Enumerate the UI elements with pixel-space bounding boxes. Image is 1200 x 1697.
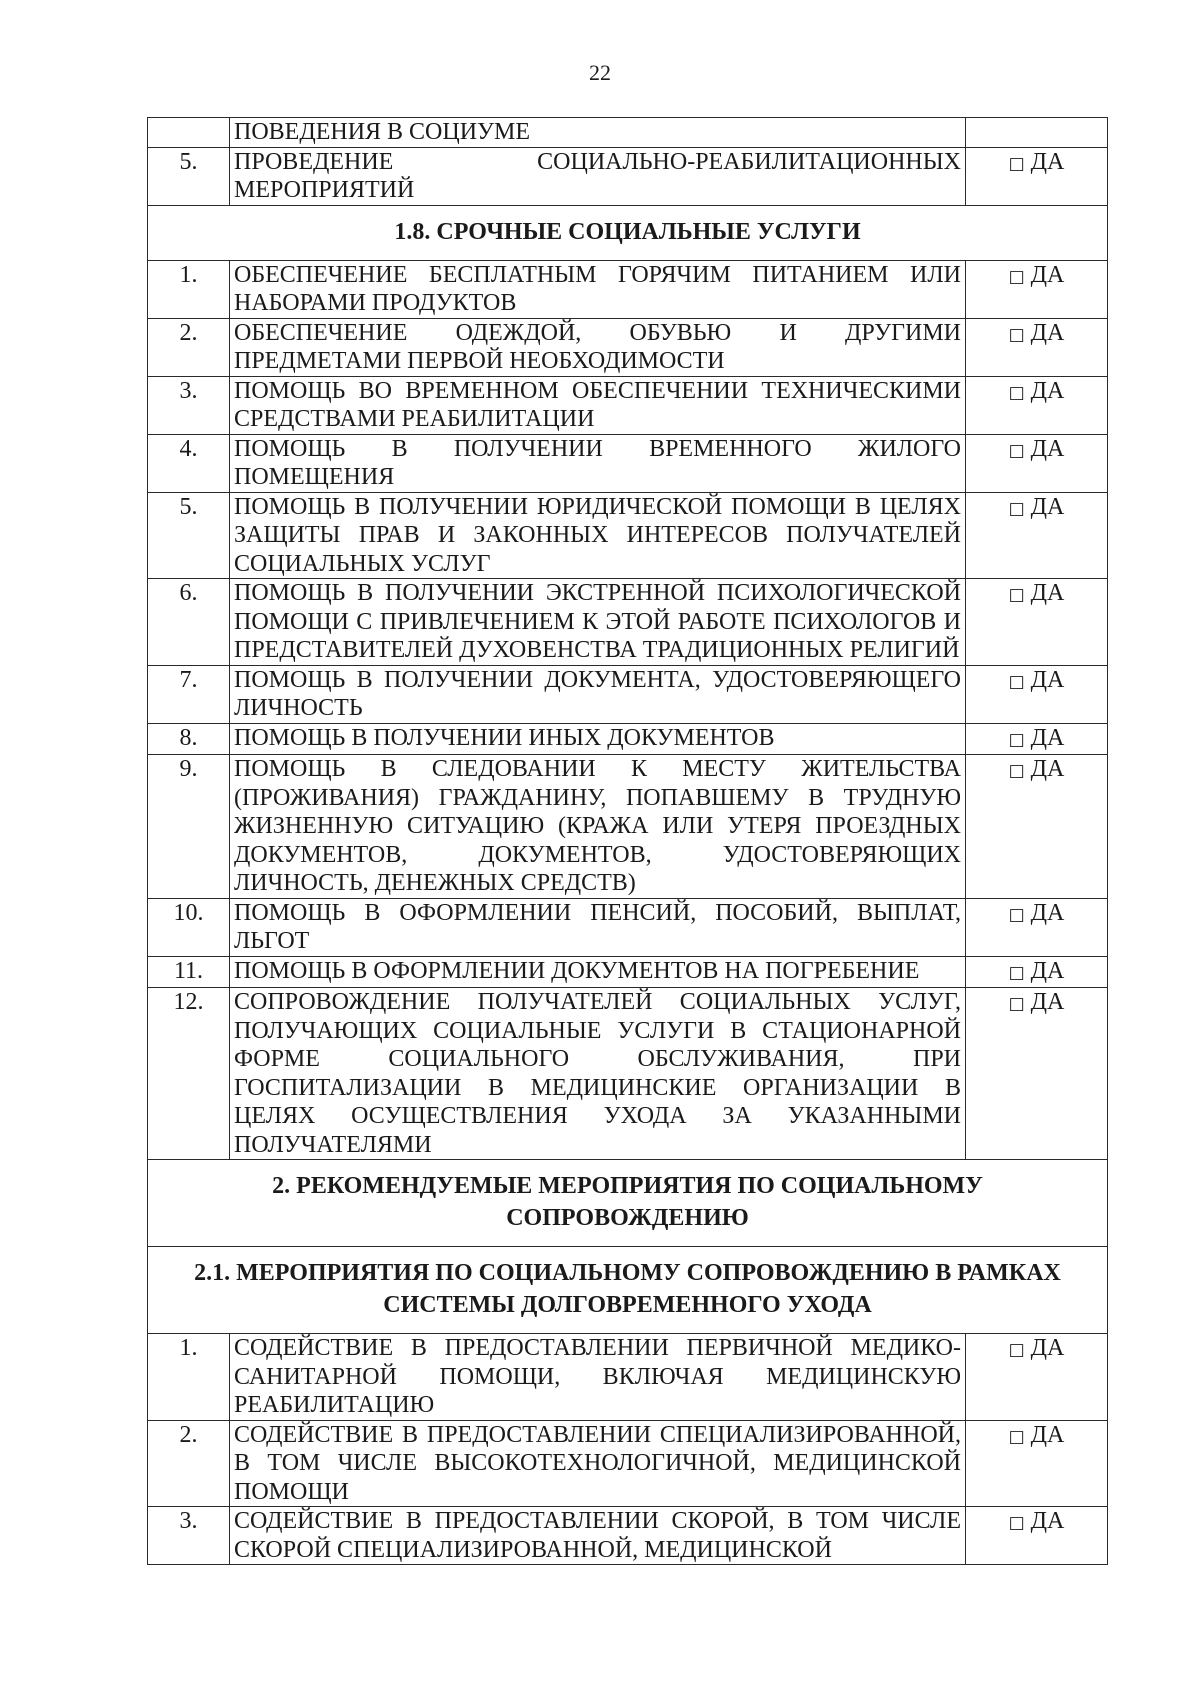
checkbox-icon[interactable]: □ xyxy=(1008,498,1025,519)
table-row xyxy=(148,118,1108,148)
item-description: СОДЕЙСТВИЕ В ПРЕДОСТАВЛЕНИИ СПЕЦИАЛИЗИРОВАННОЙ, В ТОМ ЧИСЛЕ ВЫСОКОТЕХНОЛОГИЧНОЙ, МЕДИЦИНСКОЙ ПОМОЩИ xyxy=(230,1420,966,1507)
item-number xyxy=(148,118,230,148)
services-table-body xyxy=(148,118,1108,1565)
item-checkbox-cell xyxy=(966,1507,1108,1565)
checkbox-label: ДА xyxy=(1030,899,1065,926)
item-number: 6. xyxy=(148,579,230,666)
item-checkbox-cell xyxy=(966,1420,1108,1507)
checkbox-label: ДА xyxy=(1030,724,1065,751)
services-table xyxy=(147,117,1108,1565)
checkbox-label: ДА xyxy=(1030,666,1065,693)
checkbox-label: ДА xyxy=(1030,319,1065,346)
checkbox-icon[interactable]: □ xyxy=(1008,585,1025,605)
item-description: ОБЕСПЕЧЕНИЕ БЕСПЛАТНЫМ ГОРЯЧИМ ПИТАНИЕМ ИЛИ НАБОРАМИ ПРОДУКТОВ xyxy=(230,260,966,318)
table-row xyxy=(148,755,1108,899)
item-number: 1. xyxy=(148,1334,230,1421)
section-heading: 2. РЕКОМЕНДУЕМЫЕ МЕРОПРИЯТИЯ ПО СОЦИАЛЬНОМУ СОПРОВОЖДЕНИЮ xyxy=(148,1160,1108,1247)
checkbox-label: ДА xyxy=(1030,756,1065,782)
item-checkbox-cell xyxy=(966,723,1108,755)
table-row xyxy=(148,147,1108,205)
item-number: 5. xyxy=(148,492,230,579)
item-number: 3. xyxy=(148,1507,230,1565)
table-row xyxy=(148,665,1108,723)
table-row xyxy=(148,1420,1108,1507)
table-row xyxy=(148,988,1108,1160)
item-description: ОБЕСПЕЧЕНИЕ ОДЕЖДОЙ, ОБУВЬЮ И ДРУГИМИ ПРЕДМЕТАМИ ПЕРВОЙ НЕОБХОДИМОСТИ xyxy=(230,318,966,376)
checkbox-label: ДА xyxy=(1030,261,1065,288)
item-number: 5. xyxy=(148,147,230,205)
item-checkbox-cell xyxy=(966,118,1108,148)
table-row xyxy=(148,956,1108,988)
item-description: ПОМОЩЬ В СЛЕДОВАНИИ К МЕСТУ ЖИТЕЛЬСТВА (ПРОЖИВАНИЯ) ГРАЖДАНИНУ, ПОПАВШЕМУ В ТРУДНУЮ ЖИЗНЕННУЮ СИТУАЦИЮ (КРАЖА ИЛИ УТЕРЯ ПРОЕЗДНЫХ ДОКУМЕНТОВ, ДОКУМЕНТОВ, УДОСТОВЕРЯЮЩИХ ЛИЧНОСТЬ, ДЕНЕЖНЫХ СРЕДСТВ) xyxy=(230,755,966,899)
item-number: 12. xyxy=(148,988,230,1160)
checkbox-label: ДА xyxy=(1030,377,1065,404)
checkbox-icon[interactable]: □ xyxy=(1008,904,1025,925)
item-description: ПОМОЩЬ В ПОЛУЧЕНИИ ЭКСТРЕННОЙ ПСИХОЛОГИЧЕСКОЙ ПОМОЩИ С ПРИВЛЕЧЕНИЕМ К ЭТОЙ РАБОТЕ ПСИХОЛОГОВ И ПРЕДСТАВИТЕЛЕЙ ДУХОВЕНСТВА ТРАДИЦИОННЫХ РЕЛИГИЙ xyxy=(230,579,966,666)
checkbox-label: ДА xyxy=(1030,493,1065,520)
item-checkbox-cell xyxy=(966,147,1108,205)
item-number: 9. xyxy=(148,755,230,899)
item-number: 8. xyxy=(148,723,230,755)
item-checkbox-cell xyxy=(966,1334,1108,1421)
item-description: ПОМОЩЬ ВО ВРЕМЕННОМ ОБЕСПЕЧЕНИИ ТЕХНИЧЕСКИМИ СРЕДСТВАМИ РЕАБИЛИТАЦИИ xyxy=(230,376,966,434)
table-row xyxy=(148,1334,1108,1421)
checkbox-icon[interactable]: □ xyxy=(1008,440,1025,461)
table-row xyxy=(148,579,1108,666)
checkbox-icon[interactable]: □ xyxy=(1008,324,1025,345)
section-heading-row xyxy=(148,1247,1108,1334)
item-checkbox-cell xyxy=(966,579,1108,666)
checkbox-icon[interactable]: □ xyxy=(1008,1340,1025,1360)
item-checkbox-cell xyxy=(966,260,1108,318)
item-checkbox-cell xyxy=(966,434,1108,492)
checkbox-label: ДА xyxy=(1030,1508,1065,1534)
item-description: ПОМОЩЬ В ПОЛУЧЕНИИ ДОКУМЕНТА, УДОСТОВЕРЯЮЩЕГО ЛИЧНОСТЬ xyxy=(230,665,966,723)
checkbox-icon[interactable]: □ xyxy=(1008,266,1025,287)
item-description: СОПРОВОЖДЕНИЕ ПОЛУЧАТЕЛЕЙ СОЦИАЛЬНЫХ УСЛУГ, ПОЛУЧАЮЩИХ СОЦИАЛЬНЫЕ УСЛУГИ В СТАЦИОНАРНОЙ ФОРМЕ СОЦИАЛЬНОГО ОБСЛУЖИВАНИЯ, ПРИ ГОСПИТАЛИЗАЦИИ В МЕДИЦИНСКИЕ ОРГАНИЗАЦИИ В ЦЕЛЯХ ОСУЩЕСТВЛЕНИЯ УХОДА ЗА УКАЗАННЫМИ ПОЛУЧАТЕЛЯМИ xyxy=(230,988,966,1160)
item-number: 4. xyxy=(148,434,230,492)
checkbox-icon[interactable]: □ xyxy=(1008,761,1025,781)
item-description: ПОМОЩЬ В ПОЛУЧЕНИИ ВРЕМЕННОГО ЖИЛОГО ПОМЕЩЕНИЯ xyxy=(230,434,966,492)
item-number: 2. xyxy=(148,1420,230,1507)
table-row xyxy=(148,723,1108,755)
table-row xyxy=(148,260,1108,318)
table-row xyxy=(148,434,1108,492)
checkbox-icon[interactable]: □ xyxy=(1008,994,1025,1014)
item-description: ПРОВЕДЕНИЕ СОЦИАЛЬНО-РЕАБИЛИТАЦИОННЫХ МЕРОПРИЯТИЙ xyxy=(230,147,966,205)
item-description: ПОМОЩЬ В ОФОРМЛЕНИИ ПЕНСИЙ, ПОСОБИЙ, ВЫПЛАТ, ЛЬГОТ xyxy=(230,898,966,956)
item-description: ПОМОЩЬ В ОФОРМЛЕНИИ ДОКУМЕНТОВ НА ПОГРЕБЕНИЕ xyxy=(230,956,966,988)
item-description: СОДЕЙСТВИЕ В ПРЕДОСТАВЛЕНИИ СКОРОЙ, В ТОМ ЧИСЛЕ СКОРОЙ СПЕЦИАЛИЗИРОВАННОЙ, МЕДИЦИНСКОЙ xyxy=(230,1507,966,1565)
item-description: ПОМОЩЬ В ПОЛУЧЕНИИ ЮРИДИЧЕСКОЙ ПОМОЩИ В ЦЕЛЯХ ЗАЩИТЫ ПРАВ И ЗАКОННЫХ ИНТЕРЕСОВ ПОЛУЧАТЕЛЕЙ СОЦИАЛЬНЫХ УСЛУГ xyxy=(230,492,966,579)
item-description: ПОВЕДЕНИЯ В СОЦИУМЕ xyxy=(230,118,966,148)
table-row xyxy=(148,318,1108,376)
item-checkbox-cell xyxy=(966,492,1108,579)
checkbox-icon[interactable]: □ xyxy=(1008,729,1025,750)
section-heading-row xyxy=(148,1160,1108,1247)
item-description: ПОМОЩЬ В ПОЛУЧЕНИИ ИНЫХ ДОКУМЕНТОВ xyxy=(230,723,966,755)
item-checkbox-cell xyxy=(966,898,1108,956)
checkbox-label: ДА xyxy=(1030,435,1065,462)
checkbox-label: ДА xyxy=(1030,989,1065,1015)
checkbox-icon[interactable]: □ xyxy=(1008,962,1025,983)
table-row xyxy=(148,898,1108,956)
checkbox-label: ДА xyxy=(1030,580,1065,606)
table-row xyxy=(148,1507,1108,1565)
checkbox-icon[interactable]: □ xyxy=(1008,382,1025,403)
page-number: 22 xyxy=(589,60,611,85)
item-checkbox-cell xyxy=(966,755,1108,899)
item-number: 10. xyxy=(148,898,230,956)
section-heading: 1.8. СРОЧНЫЕ СОЦИАЛЬНЫЕ УСЛУГИ xyxy=(148,205,1108,260)
item-number: 7. xyxy=(148,665,230,723)
item-checkbox-cell xyxy=(966,376,1108,434)
table-row xyxy=(148,376,1108,434)
checkbox-icon[interactable]: □ xyxy=(1008,1426,1025,1447)
item-checkbox-cell xyxy=(966,956,1108,988)
table-row xyxy=(148,492,1108,579)
item-checkbox-cell xyxy=(966,318,1108,376)
section-heading-row xyxy=(148,205,1108,260)
section-heading: 2.1. МЕРОПРИЯТИЯ ПО СОЦИАЛЬНОМУ СОПРОВОЖДЕНИЮ В РАМКАХ СИСТЕМЫ ДОЛГОВРЕМЕННОГО УХОДА xyxy=(148,1247,1108,1334)
checkbox-icon[interactable]: □ xyxy=(1008,153,1025,174)
item-description: СОДЕЙСТВИЕ В ПРЕДОСТАВЛЕНИИ ПЕРВИЧНОЙ МЕДИКО-САНИТАРНОЙ ПОМОЩИ, ВКЛЮЧАЯ МЕДИЦИНСКУЮ РЕАБИЛИТАЦИЮ xyxy=(230,1334,966,1421)
checkbox-label: ДА xyxy=(1030,1335,1065,1361)
checkbox-label: ДА xyxy=(1030,957,1065,984)
item-number: 3. xyxy=(148,376,230,434)
checkbox-icon[interactable]: □ xyxy=(1008,671,1025,692)
item-checkbox-cell xyxy=(966,665,1108,723)
checkbox-label: ДА xyxy=(1030,1421,1065,1448)
checkbox-icon[interactable]: □ xyxy=(1008,1513,1025,1533)
item-number: 2. xyxy=(148,318,230,376)
checkbox-label: ДА xyxy=(1030,148,1065,175)
item-number: 1. xyxy=(148,260,230,318)
item-number: 11. xyxy=(148,956,230,988)
item-checkbox-cell xyxy=(966,988,1108,1160)
